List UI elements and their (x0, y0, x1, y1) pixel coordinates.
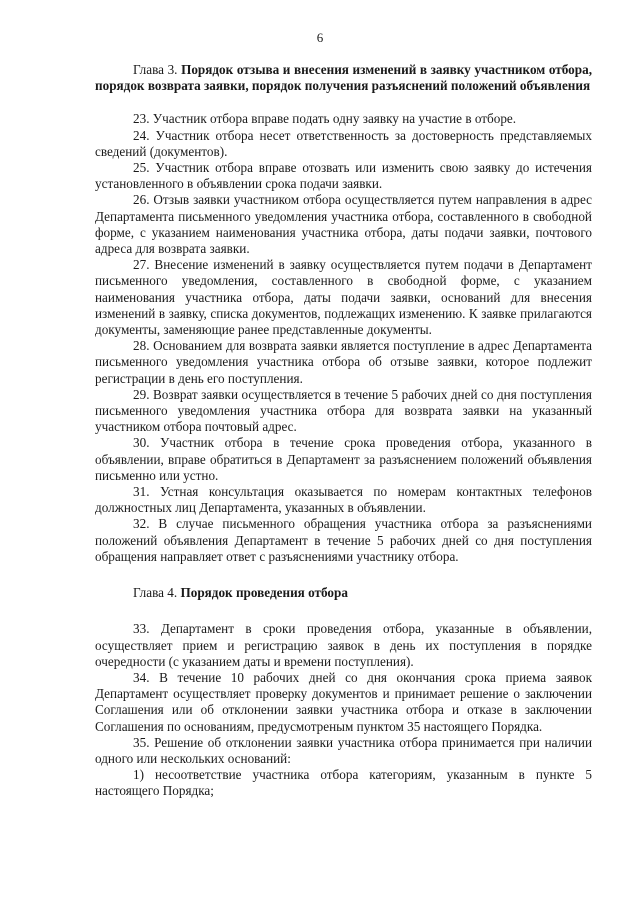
paragraph-34: 34. В течение 10 рабочих дней со дня окончания срока приема заявок Департамент осуществляет проверку документов и принимает решение о заключении Соглашения или об отклонении заявки участника отбора и отказе в заключении Соглашения по основаниям, предусмотреным пунктом 35 настоящего Порядка. (95, 669, 592, 734)
paragraph-35-item-1: 1) несоответствие участника отбора категориям, указанным в пункте 5 настоящего Порядка; (95, 767, 592, 799)
chapter-3-prefix: Глава 3. (133, 62, 178, 77)
chapter-4-title: Порядок проведения отбора (180, 585, 348, 601)
paragraph-29: 29. Возврат заявки осуществляется в течение 5 рабочих дней со дня поступления письменного уведомления участника отбора для возврата заявки на указанный участником отбора почтовый адрес. (95, 386, 592, 435)
paragraph-33: 33. Департамент в сроки проведения отбора, указанные в объявлении, осуществляет прием и регистрацию заявок в день их поступления в порядке очередности (с указанием даты и времени поступления). (95, 621, 592, 669)
document-body (95, 62, 592, 800)
paragraph-32: 32. В случае письменного обращения участника отбора за разъяснениями положений объявления Департамент в течение 5 рабочих дней со дня поступления обращения направляет ответ с разъяснениями участнику отбора. (95, 516, 592, 564)
paragraph-23: 23. Участник отбора вправе подать одну заявку на участие в отборе. (133, 111, 517, 127)
paragraph-28: 28. Основанием для возврата заявки является поступление в адрес Департамента письменного уведомления участника отбора об отзыве заявки, которое подлежит регистрации в день его поступления. (95, 338, 592, 386)
page-number: 6 (316, 30, 324, 45)
paragraph-30: 30. Участник отбора в течение срока проведения отбора, указанного в объявлении, вправе обратиться в Департамент за разъяснением положений объявления письменно или устно. (95, 435, 592, 483)
chapter-3-title: Порядок отзыва и внесения изменений в заявку участником отбора, порядок возврата заявки, порядок получения разъяснений положений объявления (95, 62, 592, 94)
chapter-4-heading (95, 585, 592, 601)
paragraph-26: 26. Отзыв заявки участником отбора осуществляется путем направления в адрес Департамента письменного уведомления участника отбора, составленного в свободной форме, с указанием наименования участника отбора, даты подачи заявки, почтового адреса для возврата заявки. (95, 192, 592, 257)
chapter-4-prefix: Глава 4. (133, 585, 178, 601)
paragraph-31: 31. Устная консультация оказывается по номерам контактных телефонов должностных лиц Департамента, указанных в объявлении. (95, 484, 592, 516)
paragraph-24: 24. Участник отбора несет ответственность за достоверность представляемых сведений (документов). (95, 127, 592, 159)
chapter-3-heading (95, 62, 592, 94)
paragraph-27: 27. Внесение изменений в заявку осуществляется путем подачи в Департамент письменного уведомления, составленного в свободной форме, с указанием наименования участника отбора, даты подачи заявки, оснований для внесения изменений в заявку, списка документов, подлежащих изменению. К заявке прилагаются документы, заменяющие ранее представленные документы. (95, 257, 592, 338)
paragraph-25: 25. Участник отбора вправе отозвать или изменить свою заявку до истечения установленного в объявлении срока подачи заявки. (95, 160, 592, 192)
paragraph-35: 35. Решение об отклонении заявки участника отбора принимается при наличии одного или нескольких оснований: (95, 734, 592, 766)
